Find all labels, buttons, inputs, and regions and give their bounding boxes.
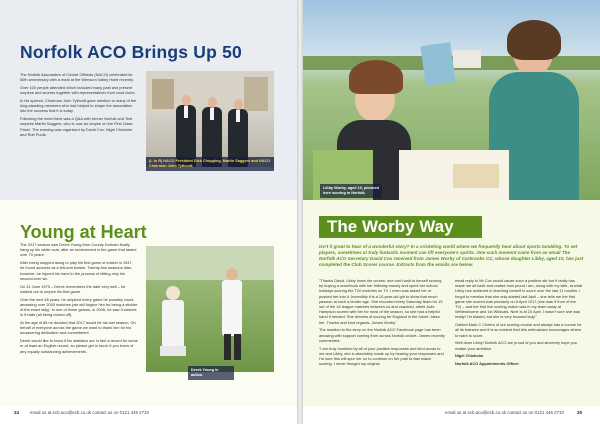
- worby-paragraph: Gabled Mark C Cheers of our scoring course and always has a course for all its trainees and it is so evident that this enthusiasm encourages others to want to score.: [455, 322, 582, 338]
- norfolk-aco-section: [0, 0, 297, 200]
- norfolk-paragraph: In his speech, Chairman John Tythcott gave mention to many of the long-standing members who had helped to shape the association into the success that it is today.: [20, 98, 137, 114]
- worby-photo-caption: Libby Worby, aged 10, pictured here scoring in Norfolk.: [320, 184, 382, 198]
- norfolk-body: [20, 72, 138, 140]
- worby-way-title: The Worby Way: [319, 216, 482, 238]
- signature-name: Nigel Chisholm: [455, 353, 484, 359]
- norfolk-title: Norfolk ACO Brings Up 50: [20, 42, 242, 62]
- yah-paragraph: The 2017 season saw Derek Young from County Durham finally hang up his white coat, after an involvement in the game that lasted over 70 years.: [20, 242, 137, 258]
- libby-worby-photo: [303, 0, 600, 200]
- young-at-heart-section: [0, 200, 297, 406]
- page-number: 24: [14, 410, 19, 415]
- footer-contact: email us at ecb.aco@ecb.co.uk contact us on 0121 446 2710: [30, 410, 149, 415]
- yah-paragraph: Derek would like to know if his statistics are in fact a record for some or at least an English record, so please get in touch if you know of any equally outstanding achievements.: [20, 338, 138, 354]
- norfolk-officials-photo: [146, 71, 274, 167]
- worby-paragraph: "Thanks David, Libby loves the course, she can't wait to herself scoring by buying a scorebook with her birthday money and spent her school holidays scoring the T20 matches on TV. I even was asked her or pushed her into it. Incredibly it is a 10-year-old girl to show that much passion at such a tender age. She recorded every Saturday team for 15 out of the 16 league matches between us and coached, albeit Jude Hampson scored with her for most of the season, so she had a helpful hand if needed. She dreams of scoring for England in the future, bless her. Thanks and kind regards, James Worby": [319, 278, 443, 325]
- worby-paragraph: The reaction to the story on the Norfolk ACO Facebook page has been amazing with support coming from across Norfolk cricket. James recently commented:: [319, 327, 445, 343]
- worby-column-left: [319, 278, 445, 369]
- yah-paragraph: After being stopped along to play his first game of cricket in 1947, he found success as a left-arm bowler. Twenty-two seasons later, however, he injured his hand in the process of hitting only his second-ever six.: [20, 260, 133, 281]
- cricket-photo-caption: Derek Young in action.: [188, 366, 234, 380]
- yah-paragraph: At the age of 85 he decided that 2017 would be his last season. On behalf of everyone across the game we want to thank him for his unwavering dedication and commitment.: [20, 320, 136, 336]
- right-page: [303, 0, 600, 424]
- norfolk-photo-caption: (L to R) NACO President Dick Chopping, Martin Saggers and NACO Chairman John Tythcott.: [146, 157, 274, 171]
- yah-paragraph: On 31 June 1970 – Derek remembers the date very well – he walked out to umpire his first game.: [20, 283, 126, 294]
- norfolk-paragraph: Over 100 people attended which included many past and present umpires and scorers together with representatives from local clubs.: [20, 85, 136, 96]
- page-number: 25: [577, 410, 582, 415]
- left-page-footer: [0, 406, 297, 424]
- right-page-footer: [303, 406, 600, 424]
- yah-paragraph: Over the next 48 years, he umpired every game he possibly could, amassing over 2000 matches (we will forgive him for being a stickler of the exact tally). In one of those games, in 2006, he saw 5 wickets in 5 balls (all being nicked off).: [20, 296, 138, 318]
- left-page: [0, 0, 297, 424]
- cricket-umpire-photo: [146, 246, 274, 372]
- footer-contact: email us at ecb.aco@ecb.co.uk contact us on 0121 446 2710: [445, 410, 564, 415]
- worby-intro: Isn't it great to hear of a wonderful story? In a cricketing world where we frequently hear about sports tumbling. To set players, sometimes at truly fantastic moment can lift everyone's spirits. One such moment came from an email The Norfolk ACO Secretary David Cox received from James Worby of Carbrooks CC, whose daughter Libby, aged 10, has just completed the Club Scorer course. Extracts from the emails are below.: [319, 244, 584, 267]
- norfolk-paragraph: Following the meal there was a Q&A with former Norfolk and Test umpires Martin Saggers, who is now an umpire on the First Class Panel. The evening was organised by David Cox, Nigel Chisholm and Rob Poole.: [20, 116, 133, 137]
- signature-role: Norfolk ACO Appointments Officer: [455, 361, 519, 367]
- worby-paragraph: Well done Libby! Norfolk ACO are proud of you and sincerely hope you realise your ambition.: [455, 340, 577, 351]
- young-at-heart-title: Young at Heart: [20, 222, 147, 242]
- worby-column-right: [455, 278, 583, 369]
- young-at-heart-body: [20, 242, 138, 356]
- norfolk-paragraph: The Norfolk Association of Cricket Officials (NACO) celebrated its 50th anniversary with a meal at the Wensum Valley Hotel recently.: [20, 72, 134, 83]
- worby-paragraph: email reply to Mr Cox would cause such a positive stir but it really has made me sit back and realise how proud I am, along with my wife, at what Libby has achieved in teaching herself to score over the last 11 months. I forgot to mention that she only started last April – she tells me the first game she scored was precisely on 8 April 2017 (she was 9 from of the TV) – and her first live scoring match was in my team away at Wellesbourne and 1st Wildcats. Next is at 20 April. I wasn't sure she was ready! I'm biased, but she is very focused lady.": [455, 278, 583, 320]
- worby-paragraph: "I am truly humbled by all of your positive responses and kind words to me and Libby, she is absolutely made up by hearing your responses and I'm sure this will spur her on to continue on her path to fast match scoring. I never thought my original: [319, 345, 444, 367]
- worby-way-section: [303, 200, 600, 406]
